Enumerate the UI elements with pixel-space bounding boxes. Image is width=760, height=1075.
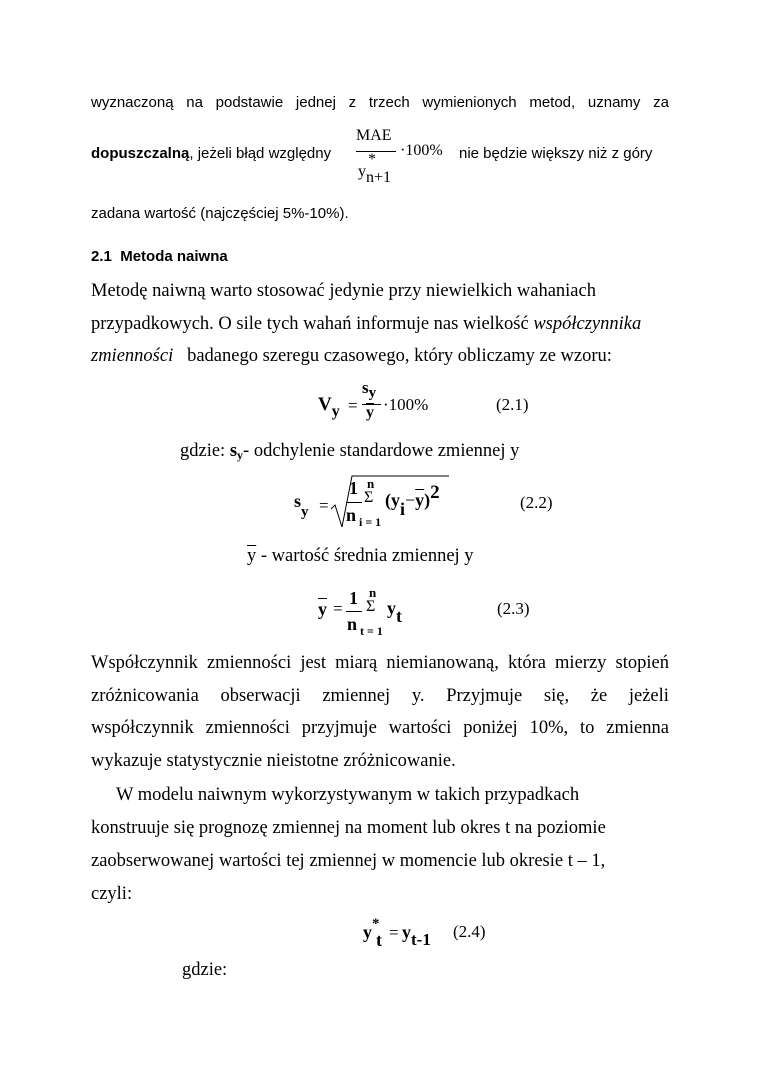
symbol-sub: y: [237, 448, 244, 462]
formula-numerator: MAE: [356, 127, 392, 144]
eq22-frac-den: n: [346, 505, 357, 525]
body-minus: −: [405, 490, 416, 510]
power: 2: [430, 482, 440, 503]
eq22-sum-top: n: [367, 476, 375, 491]
word: niemianowaną,: [386, 653, 499, 673]
paragraph4-line1: W modelu naiwnym wykorzystywanym w takich przypadkach: [116, 785, 580, 805]
lhs-y: y: [363, 922, 372, 942]
text: , jeżeli błąd względny: [189, 145, 332, 162]
eq22-frac-num: 1: [349, 478, 358, 498]
eq22-sum-sign: Σ: [364, 489, 374, 506]
section-title: Metoda naiwna: [120, 248, 228, 265]
text: przypadkowych. O sile tych wahań informuje nas wielkość: [91, 314, 529, 334]
eq23-frac-den: n: [347, 614, 358, 634]
word: zmienności: [205, 718, 290, 738]
word: to: [579, 718, 595, 738]
lhs-star: *: [372, 916, 380, 932]
word: przyjmuje: [301, 718, 377, 738]
paragraph4-line3: zaobserwowanej wartości tej zmiennej w momencie lub okresie t – 1,: [91, 851, 606, 871]
paragraph1-line3: zadana wartość (najczęściej 5%-10%).: [91, 205, 349, 222]
formula-multiplier: ·100%: [400, 142, 443, 159]
gdzie-label: gdzie:: [180, 441, 230, 461]
word: uznamy: [587, 94, 641, 111]
word: poniżej: [463, 718, 518, 738]
eq21-number: (2.1): [496, 395, 529, 414]
rhs-y: y: [402, 922, 411, 942]
rhs-sub: t-1: [411, 930, 431, 949]
paragraph2-line1: Metodę naiwną warto stosować jedynie przy niewielkich wahaniach: [91, 281, 596, 301]
eq22-equals: =: [319, 496, 329, 515]
section-number: 2.1: [91, 248, 112, 265]
eq21-equals: =: [348, 396, 358, 415]
symbol-s: s: [229, 441, 238, 461]
body-close: ): [424, 490, 431, 510]
paragraph1-line2-left: [91, 145, 331, 162]
word: z: [348, 94, 357, 111]
formula-denominator: [358, 163, 392, 186]
lhs-sub: y: [331, 403, 340, 420]
paragraph1-line1: [91, 94, 669, 111]
eq23-fraction-bar: [346, 611, 362, 612]
word: jest: [300, 653, 327, 673]
gdzie-sy-line: [180, 441, 519, 462]
lhs-sub: y: [301, 504, 309, 520]
word: wyznaczoną: [91, 94, 174, 111]
italic-term: współczynnika: [533, 314, 642, 334]
word: wymienionych: [422, 94, 517, 111]
italic-term: zmienności: [91, 346, 174, 366]
eq21-multiplier: ·100%: [383, 395, 429, 414]
lhs-s: s: [294, 491, 302, 511]
eq23-lhs: $\overline{y}$: [318, 599, 327, 619]
eq23-sum-bottom: t = 1: [360, 624, 383, 638]
lhs-v: V: [318, 394, 332, 415]
word: miarą: [335, 653, 378, 673]
bold-term: dopuszczalną: [91, 145, 190, 162]
word: stopień: [615, 653, 669, 673]
text: - odchylenie standardowe zmiennej y: [243, 441, 520, 461]
word: 10%,: [529, 718, 569, 738]
paragraph4-line4: czyli:: [91, 884, 133, 904]
num-sub: y: [368, 385, 377, 401]
num-s: s: [362, 378, 369, 397]
body-sub: i: [400, 499, 406, 519]
word: y.: [411, 686, 425, 706]
paragraph1-line2-right: nie będzie większy niż z góry: [459, 145, 653, 162]
word: jednej: [295, 94, 336, 111]
word: obserwacji: [220, 686, 301, 706]
word: która: [507, 653, 546, 673]
eq22-lhs: [294, 491, 309, 520]
word: podstawie: [215, 94, 284, 111]
word: jeżeli: [628, 686, 669, 706]
word: trzech: [368, 94, 410, 111]
eq23-number: (2.3): [497, 599, 530, 618]
eq22-body: [385, 482, 440, 519]
paragraph2-line3: [91, 346, 612, 367]
text: - wartość średnia zmiennej y: [256, 546, 474, 566]
paragraph2-line2: [91, 314, 641, 335]
eq23-equals: =: [333, 599, 343, 618]
paragraph3-line1: [91, 653, 669, 674]
word: że: [590, 686, 608, 706]
eq24-rhs: [402, 922, 431, 949]
text: badanego szeregu czasowego, który obliczamy ze wzoru:: [187, 346, 612, 366]
eq21-lhs: [318, 394, 340, 420]
word: mierzy: [555, 653, 607, 673]
word: wartości: [388, 718, 452, 738]
word: zmiennej: [322, 686, 391, 706]
body-open: (y: [385, 490, 400, 510]
eq22-sum-bottom: i = 1: [359, 515, 382, 529]
paragraph3-line4: wykazuje statystycznie nieistotne zróżnicowanie.: [91, 751, 456, 771]
eq23-sum-sign: Σ: [366, 598, 376, 615]
word: zmienności: [206, 653, 292, 673]
paragraph4-line2: konstruuje się prognozę zmiennej na moment lub okres t na poziomie: [91, 818, 606, 838]
eq22-number: (2.2): [520, 493, 553, 512]
gdzie-final: gdzie:: [182, 960, 228, 980]
body-sub: t: [396, 606, 402, 626]
eq24-lhs-sub: t: [376, 930, 382, 950]
word: na: [186, 94, 203, 111]
paragraph3-line3: [91, 718, 669, 739]
eq23-sum-top: n: [369, 585, 377, 600]
eq24-number: (2.4): [453, 922, 486, 941]
word: zróżnicowania: [91, 686, 199, 706]
word: za: [653, 94, 669, 111]
gdzie-ybar-line: [247, 546, 474, 567]
word: Współczynnik: [91, 653, 198, 673]
eq23-body: [387, 598, 402, 626]
eq21-numerator: [362, 378, 377, 401]
word: metod,: [529, 94, 576, 111]
word: współczynnik: [91, 718, 194, 738]
body-y: y: [387, 598, 396, 618]
body-ybar: $\overline{y}$: [415, 490, 425, 510]
eq23-frac-num: 1: [349, 588, 358, 608]
symbol-ybar: $\overline{y}$: [247, 546, 257, 566]
eq21-denominator: $\overline{y}$: [366, 404, 374, 421]
word: Przyjmuje: [446, 686, 523, 706]
word: zmienna: [606, 718, 669, 738]
section-heading: [91, 248, 228, 265]
denominator-y: y: [358, 163, 366, 180]
eq24-equals: =: [389, 923, 399, 942]
paragraph3-line2: [91, 686, 669, 707]
eq22-fraction-bar: [346, 502, 362, 503]
word: się,: [543, 686, 570, 706]
denominator-sub: n+1: [366, 169, 392, 186]
formula-fraction-bar: [356, 151, 396, 152]
formula-star: *: [368, 151, 376, 168]
